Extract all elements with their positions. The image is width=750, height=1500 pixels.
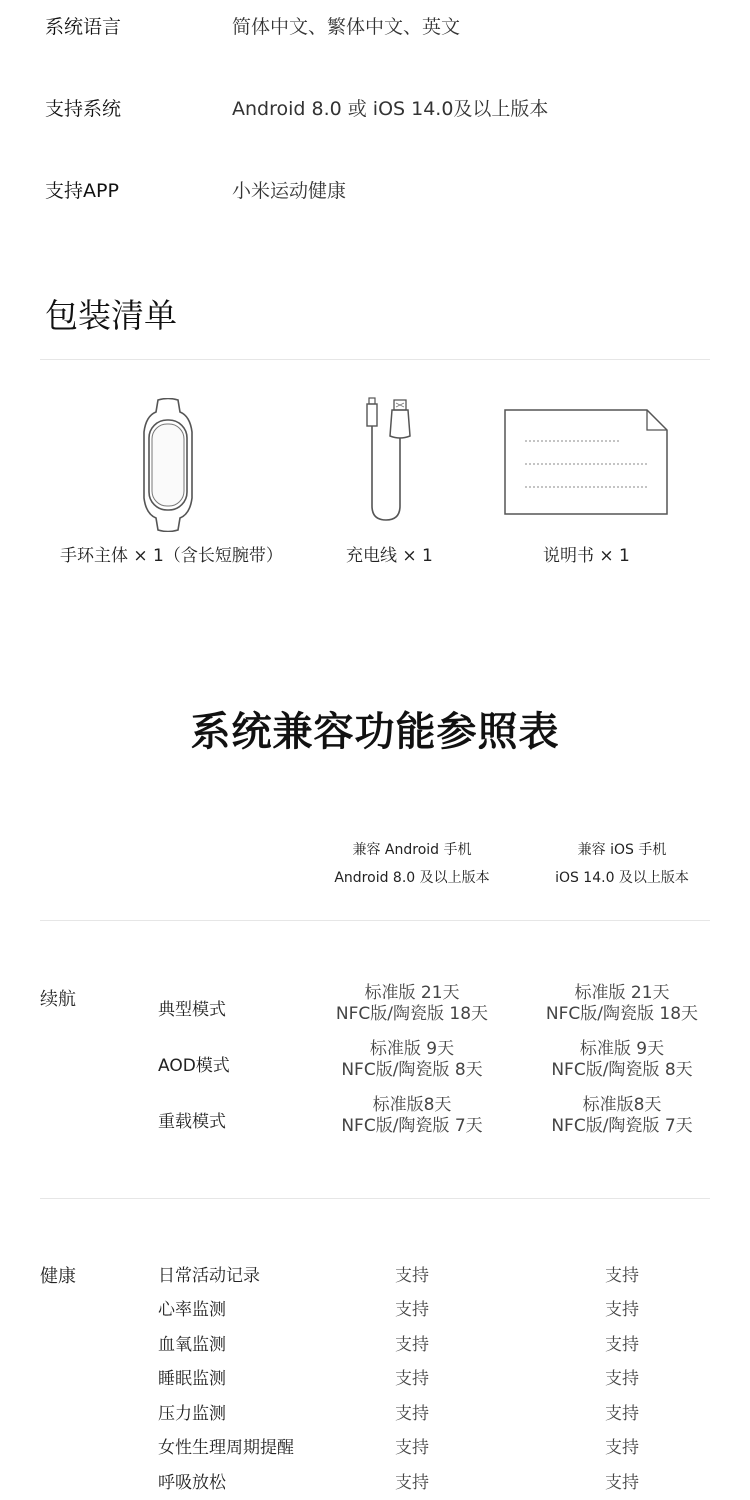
row-label: 睡眠监测 [158,1369,226,1389]
column-header-ios-line2: iOS 14.0 及以上版本 [555,870,689,886]
spec-value: 小米运动健康 [232,180,347,202]
spec-row-system [0,94,750,134]
column-header-android-line2: Android 8.0 及以上版本 [334,870,490,886]
row-label: 心率监测 [158,1300,226,1320]
row-label: 日常活动记录 [158,1266,260,1286]
row-label: 典型模式 [158,1000,226,1020]
cell-line: NFC版/陶瓷版 7天 [341,1116,483,1136]
cell-line: NFC版/陶瓷版 18天 [545,1004,699,1024]
divider [40,359,710,360]
row-label: 呼吸放松 [158,1473,226,1493]
cell-ios: 支持 [605,1438,639,1458]
cell-line: NFC版/陶瓷版 18天 [335,1004,489,1024]
manual-icon [503,408,669,516]
cell-line: 标准版8天 [372,1095,452,1115]
spec-label: 系统语言 [45,16,122,38]
cell-ios [512,1095,732,1137]
cell-line: 标准版 21天 [364,983,460,1003]
row-label: 压力监测 [158,1404,226,1424]
cell-android [302,1095,522,1137]
cell-android [302,1039,522,1081]
cell-ios: 支持 [605,1266,639,1286]
column-header-android-line1: 兼容 Android 手机 [352,842,472,858]
band-icon [140,398,196,532]
package-item-cable: 充电线 × 1 [346,546,433,566]
cell-line: NFC版/陶瓷版 7天 [551,1116,693,1136]
divider [40,920,710,921]
cell-android: 支持 [395,1404,429,1424]
cell-ios: 支持 [605,1335,639,1355]
package-title: 包装清单 [45,296,177,335]
cell-ios: 支持 [605,1473,639,1493]
spec-label: 支持APP [45,180,119,202]
spec-value: 简体中文、繁体中文、英文 [232,16,461,38]
cell-line: 标准版 21天 [574,983,670,1003]
row-label: 重载模式 [158,1112,226,1132]
cell-line: NFC版/陶瓷版 8天 [341,1060,483,1080]
cell-android: 支持 [395,1369,429,1389]
cell-android [302,983,522,1025]
package-item-band: 手环主体 × 1（含长短腕带） [60,546,283,566]
cell-ios [512,983,732,1025]
column-header-ios-line1: 兼容 iOS 手机 [577,842,667,858]
cell-android: 支持 [395,1300,429,1320]
cell-ios: 支持 [605,1404,639,1424]
cable-icon [358,396,420,526]
cell-line: NFC版/陶瓷版 8天 [551,1060,693,1080]
cell-ios: 支持 [605,1300,639,1320]
category-battery: 续航 [40,989,76,1010]
spec-value: Android 8.0 或 iOS 14.0及以上版本 [232,98,549,120]
row-label: AOD模式 [158,1056,230,1076]
cell-android: 支持 [395,1473,429,1493]
package-item-manual: 说明书 × 1 [543,546,630,566]
cell-android: 支持 [395,1438,429,1458]
row-label: 血氧监测 [158,1335,226,1355]
row-label: 女性生理周期提醒 [158,1438,294,1458]
category-health: 健康 [40,1266,76,1287]
spec-row-app [0,176,750,216]
cell-android: 支持 [395,1266,429,1286]
cell-ios: 支持 [605,1369,639,1389]
cell-ios [512,1039,732,1081]
spec-row-language [0,12,750,52]
spec-label: 支持系统 [45,98,122,120]
cell-line: 标准版 9天 [369,1039,455,1059]
cell-line: 标准版 9天 [579,1039,665,1059]
cell-android: 支持 [395,1335,429,1355]
compat-title: 系统兼容功能参照表 [190,709,560,755]
divider [40,1198,710,1199]
cell-line: 标准版8天 [582,1095,662,1115]
